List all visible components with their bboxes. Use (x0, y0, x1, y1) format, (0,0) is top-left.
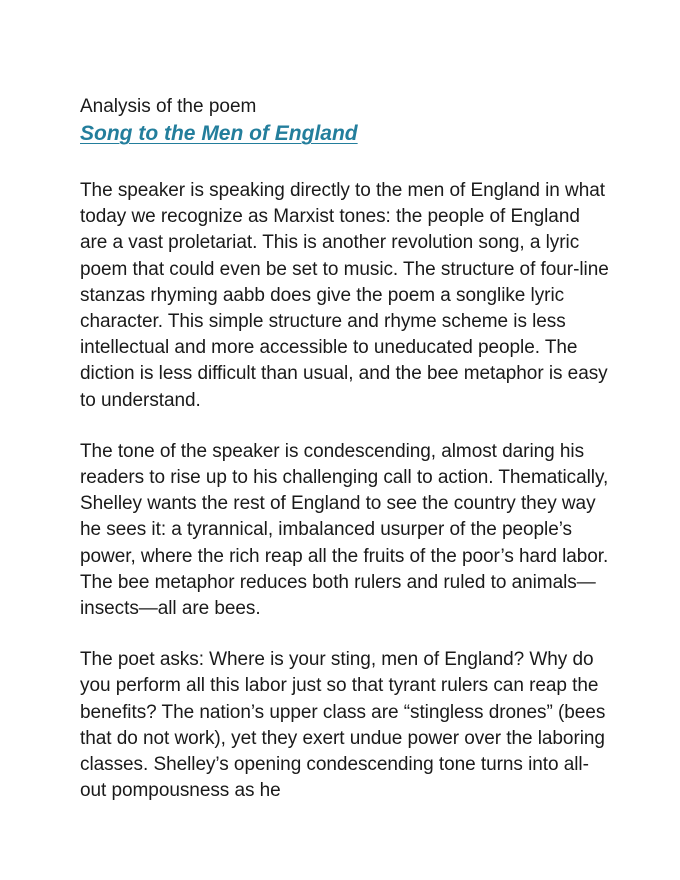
section-kicker: Analysis of the poem (80, 96, 257, 117)
paragraph: The tone of the speaker is condescending, almost daring his readers to rise up to his challenging call to action. Thematically, Shelley wants the rest of England to see the country they way he sees it: a tyrannical, imbalanced usurper of the people’s power, where the rich reap all the fruits of the poor’s hard labor. The bee metaphor reduces both rulers and ruled to animals—insects—all are bees. (80, 440, 609, 620)
paragraph: The speaker is speaking directly to the men of England in what today we recognize as Marxist tones: the people of England are a vast proletariat. This is another revolution song, a lyric poem that could even be set to music. The structure of four-line stanzas rhyming aabb does give the poem a songlike lyric character. This simple structure and rhyme scheme is less intellectual and more accessible to uneducated people. The diction is less difficult than usual, and the bee metaphor is easy to understand. (80, 180, 609, 411)
document-title: Song to the Men of England (80, 122, 358, 145)
document-page (80, 94, 610, 829)
document-body (80, 178, 610, 804)
paragraph: The poet asks: Where is your sting, men of England? Why do you perform all this labor just so that tyrant rulers can reap the benefits? The nation’s upper class are “stingless drones” (bees that do not work), yet they exert undue power over the laboring classes. Shelley’s opening condescending tone turns into all-out pompousness as he (80, 649, 606, 802)
